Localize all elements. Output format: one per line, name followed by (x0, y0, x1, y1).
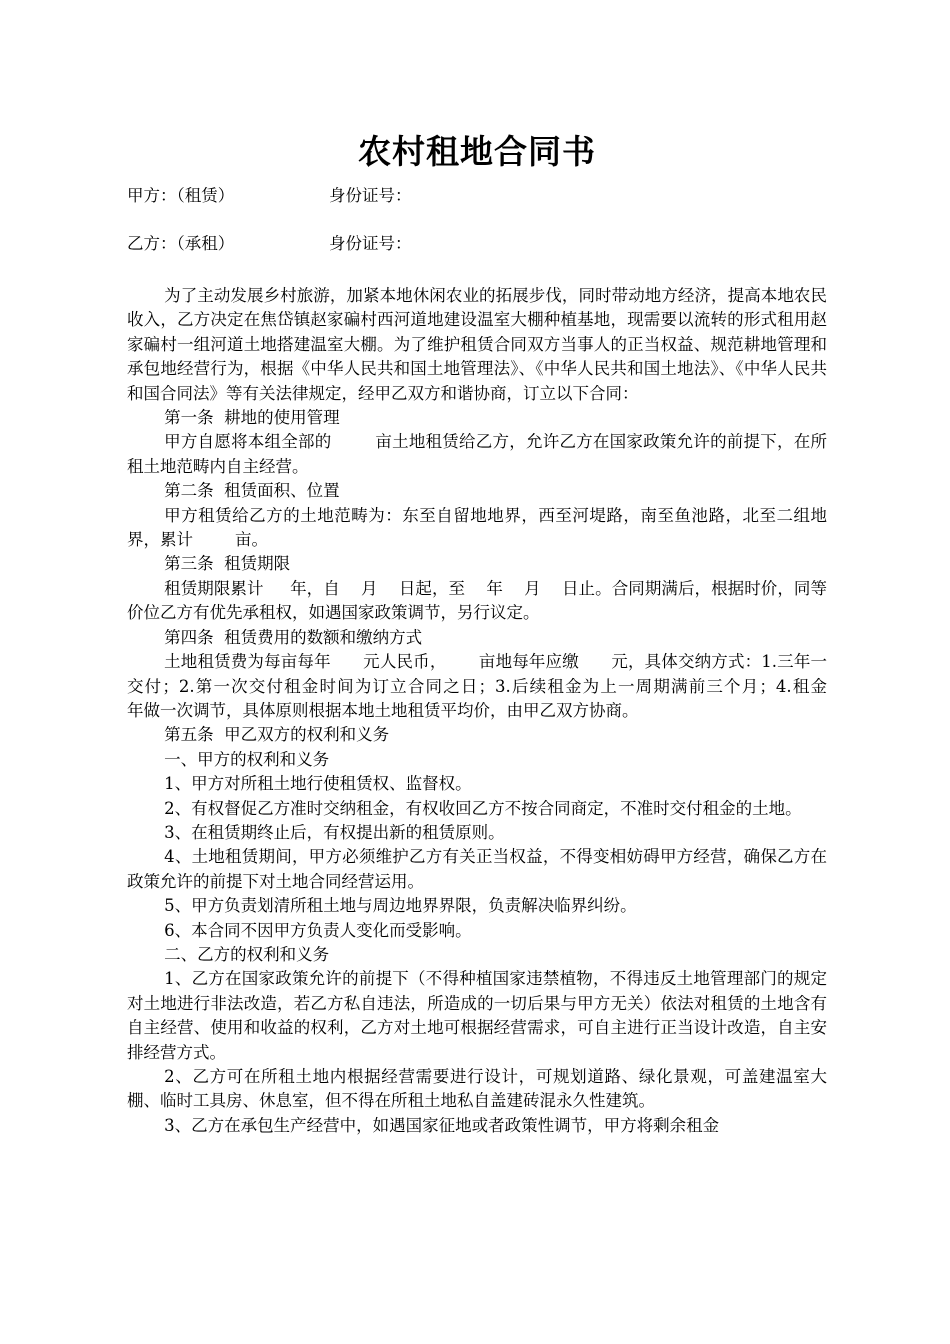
preamble: 为了主动发展乡村旅游，加紧本地休闲农业的拓展步伐，同时带动地方经济，提高本地农民收入，乙方决定在焦岱镇赵家碥村西河道地建设温室大棚种植基地，现需要以流转的形式租用赵家碥村一组河道土地搭建温室大棚。为了维护租赁合同双方当事人的正当权益、规范耕地管理和承包地经营行为，根据《中华人民共和国土地管理法》、《中华人民共和国土地法》、《中华人民共和国合同法》等有关法律规定，经甲乙双方和谐协商，订立以下合同： (127, 286, 827, 403)
party-a-item: 3、在租赁期终止后，有权提出新的租赁原则。 (164, 822, 505, 842)
party-b-rights-heading: 二、乙方的权利和义务 (164, 944, 330, 964)
spacer (127, 256, 827, 284)
party-a-item: 1、甲方对所租土地行使租赁权、监督权。 (164, 774, 472, 794)
article-1-heading: 第一条 耕地的使用管理 (164, 408, 340, 428)
party-a-label: 甲方：（租赁） (127, 186, 235, 205)
party-b-line (127, 232, 827, 256)
article-3-heading: 第三条 租赁期限 (164, 554, 291, 574)
party-b-item: 2、乙方可在所租土地内根据经营需要进行设计，可规划道路、绿化景观，可盖建温室大棚、临时工具房、休息室，但不得在所租土地私自盖建砖混永久性建筑。 (127, 1067, 827, 1111)
party-a-item: 2、有权督促乙方准时交纳租金，有权收回乙方不按合同商定，不准时交付租金的土地。 (164, 798, 802, 818)
party-a-id-label: 身份证号： (329, 186, 412, 205)
article-3-body: 租赁期限累计 年，自 月 日起，至 年 月 日止。合同期满后，根据时价，同等价位乙方有优先承租权，如遇国家政策调节，另行议定。 (127, 578, 827, 623)
article-4-body: 土地租赁费为每亩每年 元人民币， 亩地每年应缴 元，具体交纳方式：1.三年一交付；2.第一次交付租金时间为订立合同之日；3.后续租金为上一周期满前三个月；4.租金 年做一次调节，具体原则根据本地土地租赁平均价，由甲乙双方协商。 (127, 652, 859, 720)
page-title: 农村租地合同书 (358, 132, 596, 171)
party-b-item: 1、乙方在国家政策允许的前提下（不得种植国家违禁植物，不得违反土地管理部门的规定对土地进行非法改造，若乙方私自违法，所造成的一切后果与甲方无关）依法对租赁的土地含有自主经营、使用和收益的权利，乙方对土地可根据经营需求，可自主进行正当设计改造，自主安排经营方式。 (127, 969, 827, 1062)
party-b-id-label: 身份证号： (329, 234, 412, 253)
party-a-item: 6、本合同不因甲方负责人变化而受影响。 (164, 920, 472, 940)
party-b-label: 乙方：（承租） (127, 234, 235, 253)
article-2-heading: 第二条 租赁面积、位置 (164, 481, 340, 501)
contract-page (127, 130, 859, 1138)
party-b-item: 3、乙方在承包生产经营中，如遇国家征地或者政策性调节，甲方将剩余租金 (164, 1115, 720, 1135)
party-a-line (127, 184, 827, 208)
party-a-rights-heading: 一、甲方的权利和义务 (164, 749, 330, 769)
party-a-item: 5、甲方负责划清所租土地与周边地界界限，负责解决临界纠纷。 (164, 896, 637, 916)
article-4-heading: 第四条 租赁费用的数额和缴纳方式 (164, 627, 423, 647)
article-5-heading: 第五条 甲乙双方的权利和义务 (164, 725, 390, 745)
party-a-item: 4、土地租赁期间，甲方必须维护乙方有关正当权益，不得变相妨碍甲方经营，确保乙方在政策允许的前提下对土地合同经营运用。 (127, 847, 827, 891)
article-2-body: 甲方租赁给乙方的土地范畴为：东至自留地地界，西至河堤路，南至鱼池路，北至二组地界，累计 亩。 (127, 505, 827, 550)
article-1-body: 甲方自愿将本组全部的 亩土地租赁给乙方，允许乙方在国家政策允许的前提下，在所租土地范畴内自主经营。 (127, 432, 827, 476)
